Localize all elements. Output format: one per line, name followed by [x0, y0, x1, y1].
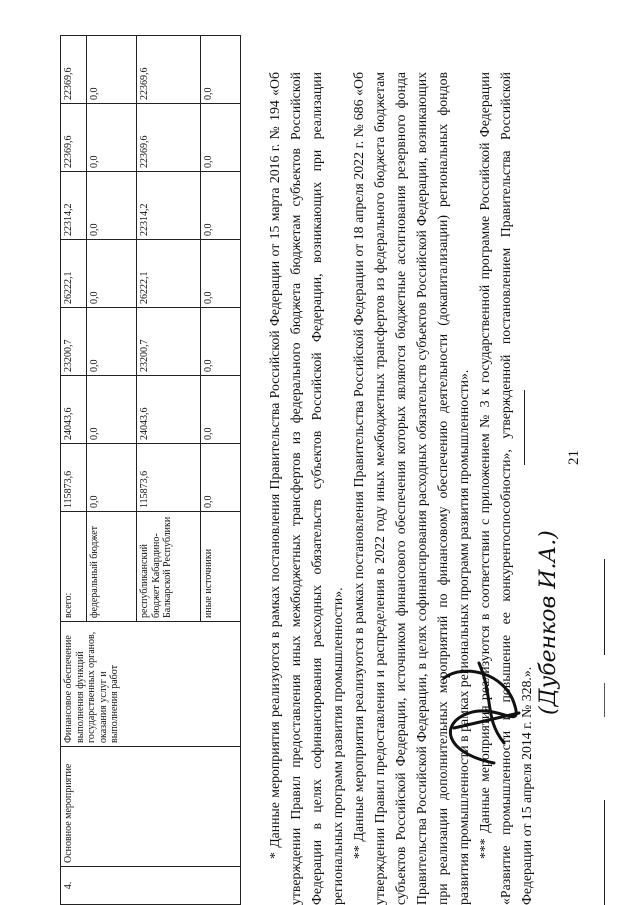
value-cell: 22369,6 — [137, 104, 201, 172]
value-cell: 22369,6 — [61, 36, 87, 104]
source-cell: республиканский бюджет Кабардино-Балкарской Республики — [137, 512, 201, 622]
value-cell: 22314,2 — [137, 172, 201, 240]
value-cell: 26222,1 — [137, 240, 201, 308]
value-cell: 24043,6 — [61, 376, 87, 444]
value-cell: 0,0 — [87, 308, 137, 376]
source-cell: всего: — [61, 512, 87, 622]
value-cell: 26222,1 — [61, 240, 87, 308]
signature-line-upper — [524, 390, 525, 465]
row-number-cell: 4. — [61, 867, 241, 905]
footnote-2: ** Данные мероприятия реализуются в рамках постановления Правительства Российской Федерации от 18 апреля 2022 г. № 686 «Об утверждении Правил предоставления и распределения в 2022 году иных межбюджетных трансфертов из федерального бюджета бюджетам субъектов Российской Федерации, источником финансового обеспечения которых являются бюджетные ассигнования резервного фонда Правительства Российской Федерации, в целях софинансирования расходных обязательств субъектов Российской Федерации, возникающих при реализации дополнительных мероприятий по финансовому обеспечению деятельности (докапитализации) региональных фондов развития промышленности в рамках региональных программ развития промышленности». — [351, 72, 471, 905]
value-cell: 0,0 — [201, 36, 241, 104]
value-cell: 0,0 — [87, 376, 137, 444]
value-cell: 22314,2 — [61, 172, 87, 240]
funding-table — [60, 35, 241, 905]
value-cell: 23200,7 — [137, 308, 201, 376]
value-cell: 0,0 — [87, 240, 137, 308]
signature-line-mid — [604, 559, 605, 655]
event-description-cell: Финансовое обеспечение выполнения функций государственных органов, оказания услуг и выполнения работ — [61, 622, 241, 747]
value-cell: 0,0 — [201, 308, 241, 376]
margin-mark — [604, 683, 605, 717]
value-cell: 0,0 — [87, 444, 137, 512]
table-row — [61, 36, 87, 905]
value-cell: 0,0 — [87, 36, 137, 104]
value-cell: 115873,6 — [137, 444, 201, 512]
handwritten-name: (Дубенков И.А.) — [536, 530, 561, 715]
footnotes — [264, 72, 537, 905]
value-cell: 0,0 — [201, 104, 241, 172]
value-cell: 0,0 — [87, 172, 137, 240]
page-number: 21 — [566, 450, 582, 465]
value-cell: 24043,6 — [137, 376, 201, 444]
value-cell: 0,0 — [201, 172, 241, 240]
value-cell: 0,0 — [201, 240, 241, 308]
value-cell: 23200,7 — [61, 308, 87, 376]
value-cell: 0,0 — [87, 104, 137, 172]
value-cell: 0,0 — [201, 376, 241, 444]
value-cell: 115873,6 — [61, 444, 87, 512]
event-label-cell: Основное мероприятие — [61, 747, 241, 867]
source-cell: федеральный бюджет — [87, 512, 137, 622]
footnote-1: * Данные мероприятия реализуются в рамках постановления Правительства Российской Федерации от 15 марта 2016 г. № 194 «Об утверждении Правил предоставления иных межбюджетных трансфертов из федерального бюджета бюджетам субъектов Российской Федерации в целях софинансирования расходных обязательств субъектов Российской Федерации, возникающих при реализации региональных программ развития промышленности». — [267, 72, 345, 905]
signature-line-left — [604, 800, 605, 905]
source-cell: иные источники — [201, 512, 241, 622]
value-cell: 22369,6 — [137, 36, 201, 104]
signature-mark — [424, 653, 534, 773]
value-cell: 22369,6 — [61, 104, 87, 172]
value-cell: 0,0 — [201, 444, 241, 512]
footnote-3: *** Данные мероприятия реализуются в соответствии с приложением № 3 к государственной программе Российской Федерации «Развитие промышленности и повышение ее конкурентоспособности», утвержденной постановлением Правительства Российской Федерации от 15 апреля 2014 г. № 328.». — [477, 72, 534, 905]
